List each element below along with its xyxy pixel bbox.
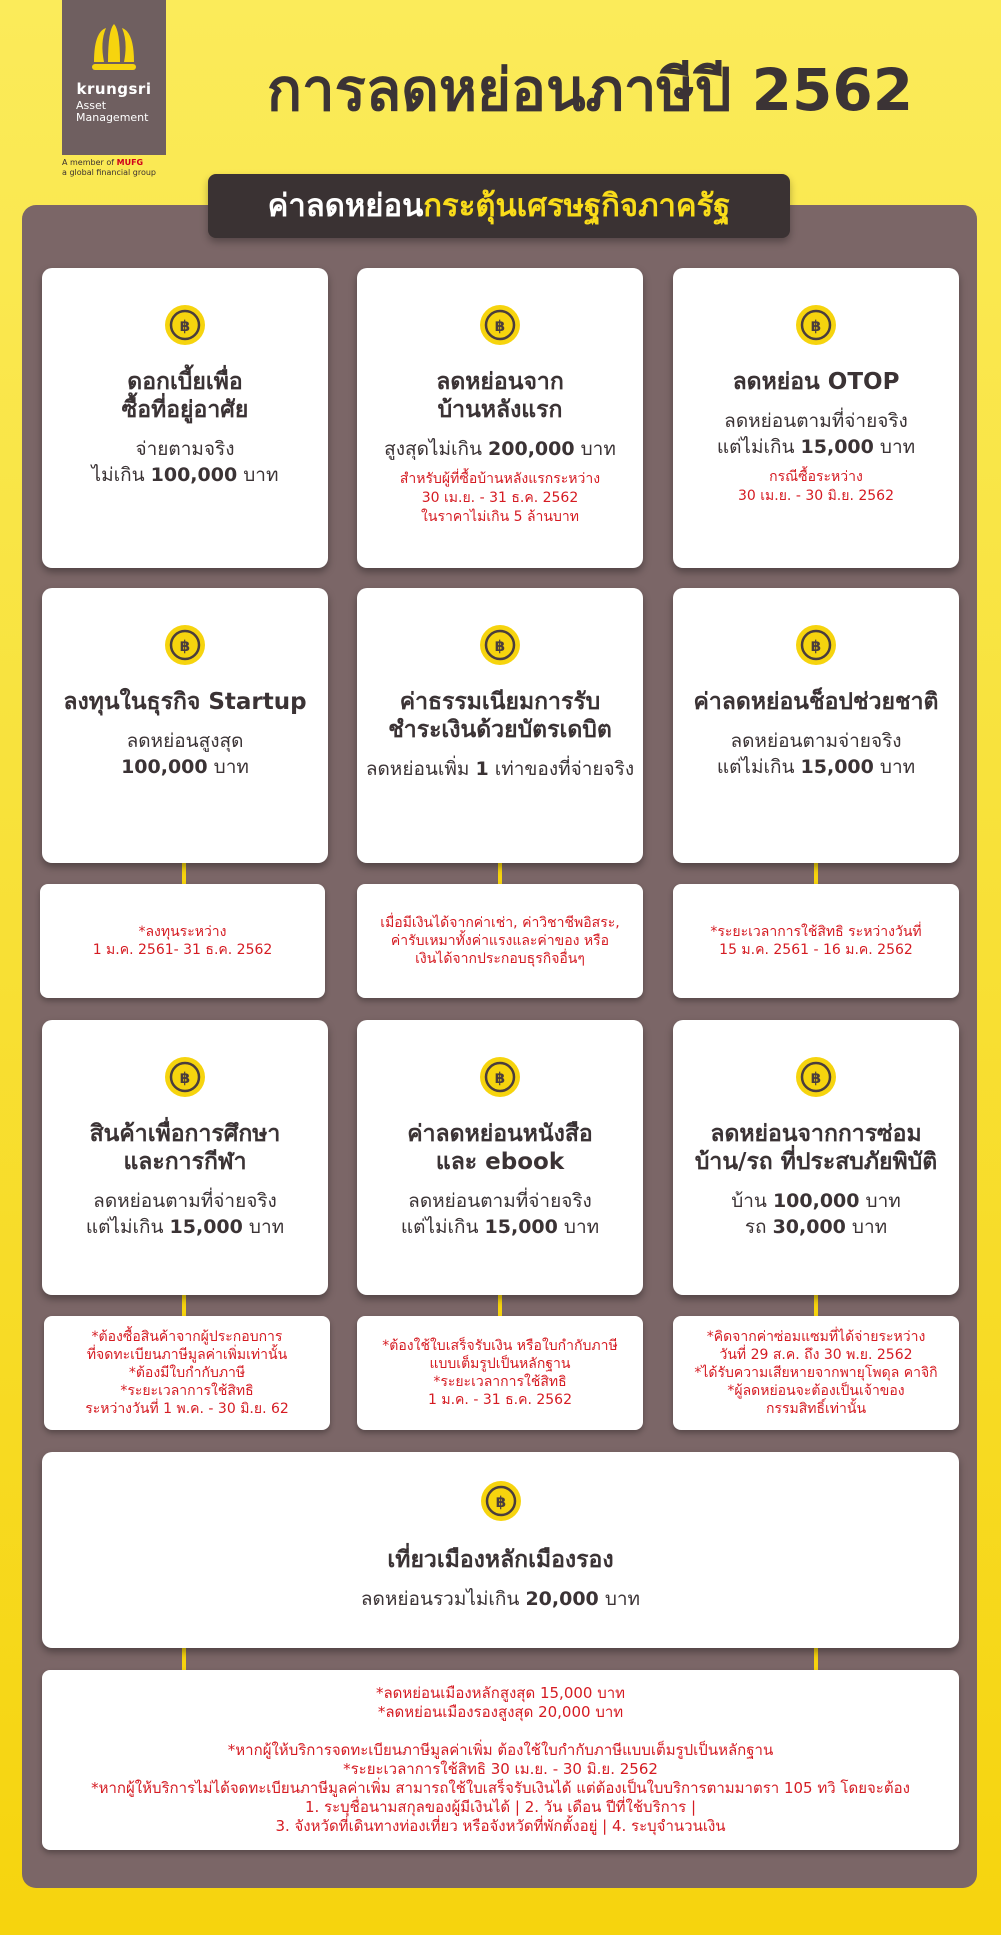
baht-coin-icon bbox=[795, 304, 837, 346]
connector bbox=[814, 1647, 818, 1671]
card-debit-fee bbox=[357, 588, 643, 863]
logo-line2: Management bbox=[76, 111, 149, 124]
baht-coin-icon bbox=[795, 1056, 837, 1098]
card-description: ลดหย่อนตามจ่ายจริง แต่ไม่เกิน 15,000 บาท bbox=[716, 730, 916, 778]
banner-text-part2: กระตุ้นเศรษฐกิจภาครัฐ bbox=[423, 188, 731, 224]
card-title: ค่าธรรมเนียมการรับ ชำระเงินด้วยบัตรเดบิต bbox=[388, 689, 612, 743]
svg-text:฿: ฿ bbox=[495, 1493, 506, 1511]
card-condition: สำหรับผู้ที่ซื้อบ้านหลังแรกระหว่าง 30 เม.ย. - 31 ธ.ค. 2562 ในราคาไม่เกิน 5 ล้านบาท bbox=[399, 471, 601, 525]
card-tourism bbox=[42, 1452, 959, 1648]
connector bbox=[814, 1295, 818, 1317]
card-housing-interest bbox=[42, 268, 328, 568]
card-books-ebook bbox=[357, 1020, 643, 1295]
baht-coin-icon bbox=[479, 624, 521, 666]
connector bbox=[182, 1295, 186, 1317]
svg-text:฿: ฿ bbox=[494, 1069, 506, 1087]
note-shop-help-nation: *ระยะเวลาการใช้สิทธิ ระหว่างวันที่ 15 ม.ค. 2561 - 16 ม.ค. 2562 bbox=[673, 884, 959, 998]
member-tagline bbox=[62, 158, 202, 178]
baht-coin-icon bbox=[164, 1056, 206, 1098]
card-title: ลดหย่อนจาก บ้านหลังแรก bbox=[436, 369, 564, 423]
mufg-brand: MUFG bbox=[116, 158, 144, 167]
card-description: ลดหย่อนเพิ่ม 1 เท่าของที่จ่ายจริง bbox=[365, 758, 635, 780]
card-otop bbox=[673, 268, 959, 568]
connector bbox=[182, 862, 186, 884]
banner-text-part1: ค่าลดหย่อน bbox=[267, 188, 424, 224]
note-education-sports: *ต้องซื้อสินค้าจากผู้ประกอบการ ที่จดทะเบียนภาษีมูลค่าเพิ่มเท่านั้น *ต้องมีใบกำกับภาษี *ระยะเวลาการใช้สิทธิ ระหว่างวันที่ 1 พ.ค. - 30 มิ.ย. 62 bbox=[44, 1316, 330, 1430]
baht-coin-icon bbox=[479, 1056, 521, 1098]
svg-text:฿: ฿ bbox=[179, 317, 191, 335]
baht-coin-icon bbox=[479, 304, 521, 346]
card-description: จ่ายตามจริง ไม่เกิน 100,000 บาท bbox=[91, 438, 279, 486]
baht-coin-icon bbox=[795, 624, 837, 666]
card-condition: กรณีซื้อระหว่าง 30 เม.ย. - 30 มิ.ย. 2562 bbox=[737, 469, 894, 504]
member-tag: a global financial group bbox=[62, 168, 156, 177]
logo-subtitle bbox=[62, 100, 166, 124]
svg-text:฿: ฿ bbox=[810, 637, 822, 655]
note-tourism-conditions: *หากผู้ให้บริการจดทะเบียนภาษีมูลค่าเพิ่ม ต้องใช้ใบกำกับภาษีแบบเต็มรูปเป็นหลักฐาน *ระยะเวลาการใช้สิทธิ 30 เม.ย. - 30 มิ.ย. 2562 *หากผู้ให้บริการไม่ได้จดทะเบียนภาษีมูลค่าเพิ่ม สามารถใช้ใบเสร็จรับเงินได้ แต่ต้องเป็นใบบริการตามมาตรา 105 ทวิ โดยจะต้อง 1. ระบุชื่อนามสกุลของผู้มีเงินได้ | 2. วัน เดือน ปีที่ใช้บริการ | 3. จังหวัดที่เดินทางท่องเที่ยว หรือจังหวัดที่พักตั้งอยู่ | 4. ระบุจำนวนเงิน bbox=[91, 1741, 910, 1835]
card-disaster-repair bbox=[673, 1020, 959, 1295]
card-first-home bbox=[357, 268, 643, 568]
note-tourism bbox=[42, 1670, 959, 1850]
baht-coin-icon bbox=[164, 624, 206, 666]
card-description: ลดหย่อนตามที่จ่ายจริง แต่ไม่เกิน 15,000 บาท bbox=[85, 1190, 285, 1238]
logo-line1: Asset bbox=[76, 99, 107, 112]
note-startup: *ลงทุนระหว่าง 1 ม.ค. 2561- 31 ธ.ค. 2562 bbox=[40, 884, 325, 998]
krungsri-emblem-icon bbox=[84, 22, 144, 72]
card-education-sports bbox=[42, 1020, 328, 1295]
baht-coin-icon bbox=[164, 304, 206, 346]
card-title: ลงทุนในธุรกิจ Startup bbox=[63, 689, 307, 715]
connector bbox=[498, 1295, 502, 1317]
connector bbox=[182, 1647, 186, 1671]
note-disaster-repair: *คิดจากค่าซ่อมแซมที่ได้จ่ายระหว่าง วันที่ 29 ส.ค. ถึง 30 พ.ย. 2562 *ได้รับความเสียหายจากพายุโพดุล คาจิกิ *ผู้ลดหย่อนจะต้องเป็นเจ้าของ กรรมสิทธิ์เท่านั้น bbox=[673, 1316, 959, 1430]
svg-text:฿: ฿ bbox=[810, 317, 822, 335]
card-description: ลดหย่อนตามที่จ่ายจริง แต่ไม่เกิน 15,000 บาท bbox=[716, 410, 916, 458]
connector bbox=[498, 862, 502, 884]
svg-text:฿: ฿ bbox=[179, 637, 191, 655]
svg-text:฿: ฿ bbox=[494, 317, 506, 335]
note-tourism-limits: *ลดหย่อนเมืองหลักสูงสุด 15,000 บาท *ลดหย่อนเมืองรองสูงสุด 20,000 บาท bbox=[375, 1684, 626, 1721]
card-description: บ้าน 100,000 บาท รถ 30,000 บาท bbox=[731, 1190, 901, 1238]
card-title: เที่ยวเมืองหลักเมืองรอง bbox=[387, 1547, 614, 1573]
note-debit-fee: เมื่อมีเงินได้จากค่าเช่า, ค่าวิชาชีพอิสระ, ค่ารับเหมาทั้งค่าแรงและค่าของ หรือ เงินได้จากประกอบธุรกิจอื่นๆ bbox=[357, 884, 643, 998]
card-title: สินค้าเพื่อการศึกษา และการกีฬา bbox=[89, 1121, 281, 1175]
card-title: ดอกเบี้ยเพื่อ ซื้อที่อยู่อาศัย bbox=[121, 369, 249, 423]
connector bbox=[814, 862, 818, 884]
svg-text:฿: ฿ bbox=[494, 637, 506, 655]
note-books-ebook: *ต้องใช้ใบเสร็จรับเงิน หรือใบกำกับภาษี แบบเต็มรูปเป็นหลักฐาน *ระยะเวลาการใช้สิทธิ 1 ม.ค. - 31 ธ.ค. 2562 bbox=[357, 1316, 643, 1430]
card-title: ค่าลดหย่อนหนังสือ และ ebook bbox=[407, 1121, 593, 1175]
card-startup bbox=[42, 588, 328, 863]
member-prefix: A member of bbox=[62, 158, 115, 167]
section-banner bbox=[208, 174, 790, 238]
card-title: ลดหย่อน OTOP bbox=[732, 369, 900, 395]
card-title: ค่าลดหย่อนช็อปช่วยชาติ bbox=[693, 689, 939, 715]
card-description: ลดหย่อนรวมไม่เกิน 20,000 บาท bbox=[360, 1588, 641, 1610]
baht-coin-icon bbox=[480, 1480, 522, 1522]
svg-text:฿: ฿ bbox=[179, 1069, 191, 1087]
krungsri-logo bbox=[62, 0, 166, 155]
card-shop-help-nation bbox=[673, 588, 959, 863]
card-description: ลดหย่อนสูงสุด 100,000 บาท bbox=[121, 730, 249, 778]
card-description: สูงสุดไม่เกิน 200,000 บาท bbox=[384, 438, 616, 460]
logo-brand: krungsri bbox=[76, 80, 152, 98]
card-description: ลดหย่อนตามที่จ่ายจริง แต่ไม่เกิน 15,000 บาท bbox=[400, 1190, 600, 1238]
page-title: การลดหย่อนภาษีปี 2562 bbox=[266, 56, 914, 124]
card-title: ลดหย่อนจากการซ่อม บ้าน/รถ ที่ประสบภัยพิบัติ bbox=[694, 1121, 938, 1175]
svg-text:฿: ฿ bbox=[810, 1069, 822, 1087]
